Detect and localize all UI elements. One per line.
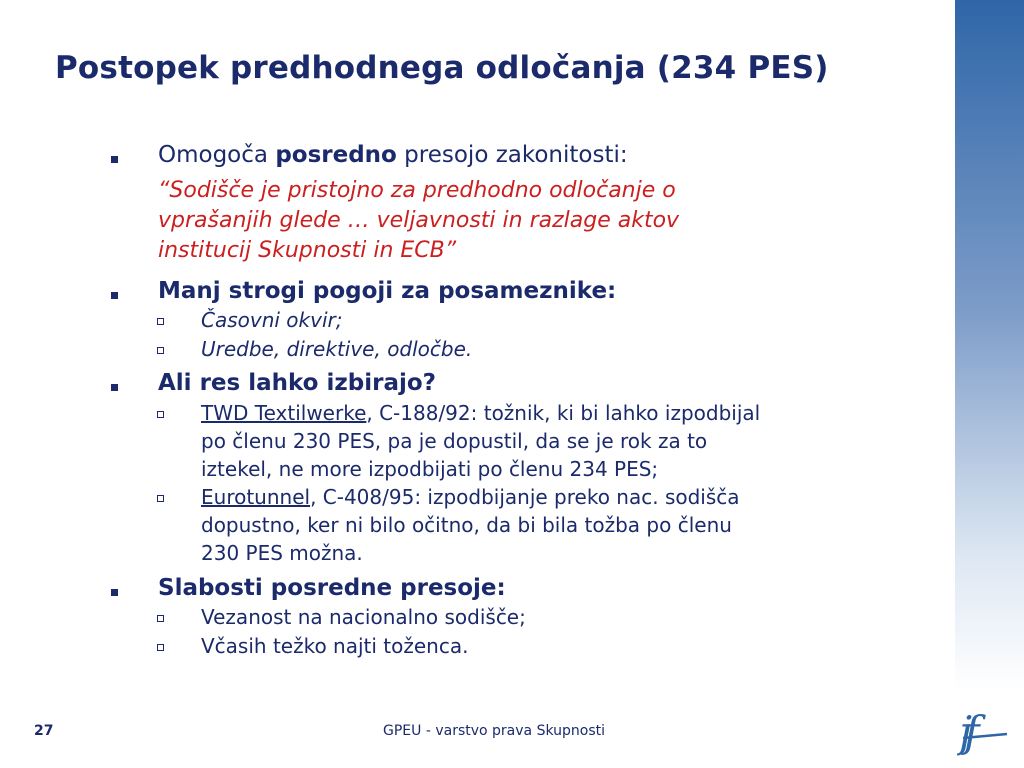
bullet-marker: [111, 292, 118, 299]
bullet-2-item-2: Uredbe, direktive, odločbe.: [201, 337, 473, 361]
bullet-2-item-1: Časovni okvir;: [201, 308, 343, 332]
bullet-marker: [111, 589, 118, 596]
eurotunnel-line-2: dopustno, ker ni bilo očitno, da bi bila tožba po členu: [201, 513, 732, 537]
twd-textilwerke-link[interactable]: TWD Textilwerke: [201, 401, 367, 425]
bullet-1-bold: posredno: [275, 142, 397, 168]
quote-line-2: vprašanjih glede … veljavnosti in razlage aktov: [158, 208, 680, 233]
bullet-4-item-1: Vezanost na nacionalno sodišče;: [201, 605, 526, 629]
eurotunnel-line-3: 230 PES možna.: [201, 541, 363, 565]
sub-bullet-marker: [157, 411, 164, 418]
jf-logo: [957, 706, 1013, 758]
sub-bullet-marker: [157, 615, 164, 622]
bullet-1-text: [158, 142, 628, 168]
quote-line-1: “Sodišče je pristojno za predhodno odločanje o: [158, 178, 676, 203]
quote-line-3: institucij Skupnosti in ECB”: [158, 238, 457, 263]
footer-text: GPEU - varstvo prava Skupnosti: [383, 723, 606, 739]
sub-bullet-marker: [157, 347, 164, 354]
bullet-3-heading: Ali res lahko izbirajo?: [158, 370, 436, 396]
bullet-1-suffix: presojo zakonitosti:: [396, 142, 628, 168]
bullet-marker: [111, 156, 118, 163]
svg-text:jf: jf: [959, 707, 972, 756]
eurotunnel-link[interactable]: Eurotunnel: [201, 485, 311, 509]
bullet-2-heading: Manj strogi pogoji za posameznike:: [158, 278, 617, 304]
slide-title: Postopek predhodnega odločanja (234 PES): [55, 50, 829, 86]
sub-bullet-marker: [157, 318, 164, 325]
twd-line-2: po členu 230 PES, pa je dopustil, da se je rok za to: [201, 429, 708, 453]
twd-line-1-text: , C-188/92: tožnik, ki bi lahko izpodbijal: [366, 401, 761, 425]
side-accent-bar: [955, 0, 1024, 690]
twd-line-1: [201, 401, 760, 425]
bullet-4-item-2: Včasih težko najti toženca.: [201, 634, 469, 658]
page-number: 27: [34, 723, 54, 739]
bullet-4-heading: Slabosti posredne presoje:: [158, 575, 506, 601]
bullet-marker: [111, 384, 118, 391]
sub-bullet-marker: [157, 495, 164, 502]
twd-line-3: iztekel, ne more izpodbijati po členu 234 PES;: [201, 457, 659, 481]
sub-bullet-marker: [157, 644, 164, 651]
eurotunnel-line-1-text: , C-408/95: izpodbijanje preko nac. sodišča: [310, 485, 740, 509]
eurotunnel-line-1: [201, 485, 740, 509]
bullet-1-prefix: Omogoča: [158, 142, 276, 168]
